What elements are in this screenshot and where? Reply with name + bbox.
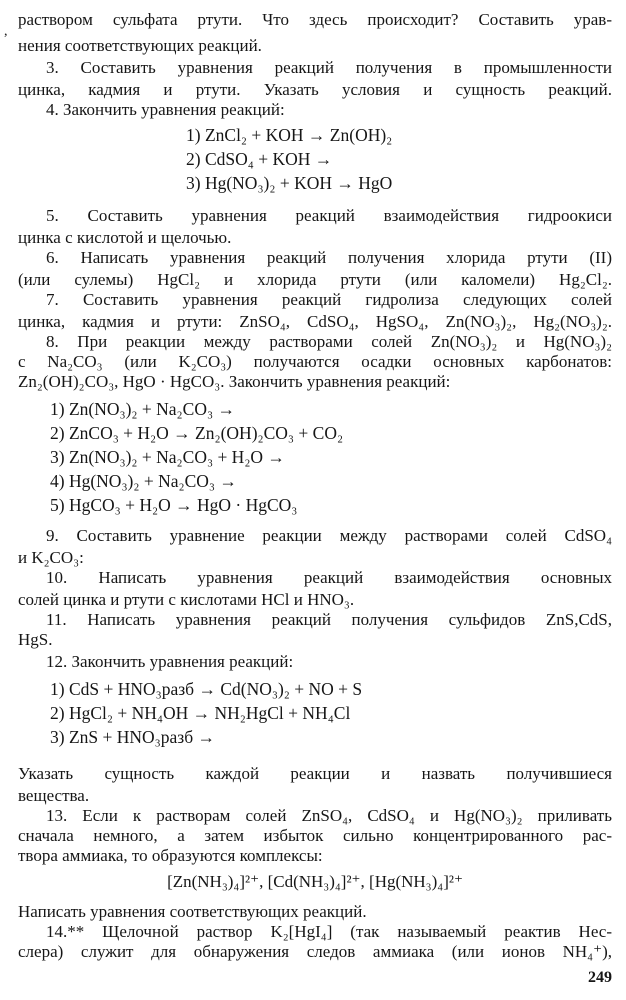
equation: 1) ZnCl₂ + KOH → Zn(OH)₂ xyxy=(186,125,393,145)
text-line: сначала немного, а затем избыток сильно концентрированного рас- xyxy=(18,826,612,845)
text-line: 7. Составить уравнения реакций гидролиза следующих солей xyxy=(46,290,612,309)
equation: 2) ZnCO₃ + H₂O → Zn₂(OH)₂CO₃ + CO₂ xyxy=(50,423,344,443)
text-line: 12. Закончить уравнения реакций: xyxy=(46,652,294,671)
equation: 3) Zn(NO₃)₂ + Na₂CO₃ + H₂O → xyxy=(50,447,285,467)
text-line: раствором сульфата ртути. Что здесь происходит? Составить урав- xyxy=(18,10,612,29)
equation: 5) HgCO₃ + H₂O → HgO · HgCO₃ xyxy=(50,495,298,515)
text-line: вещества. xyxy=(18,786,90,805)
text-line: слера) служит для обнаружения следов аммиака (или ионов NH₄⁺), xyxy=(18,942,612,961)
text-line: (или сулемы) HgCl₂ и хлорида ртути (или каломели) Hg₂Cl₂. xyxy=(18,270,612,289)
equation: 2) CdSO₄ + KOH → xyxy=(186,149,333,169)
text-line: 9. Составить уравнение реакции между растворами солей CdSO₄ xyxy=(46,526,612,545)
margin-mark: , xyxy=(4,24,8,39)
text-line: 13. Если к растворам солей ZnSO₄, CdSO₄ и Hg(NO₃)₂ приливать xyxy=(46,806,612,825)
text-line: твора аммиака, то образуются комплексы: xyxy=(18,846,323,865)
equation: 1) CdS + HNO₃разб → Cd(NO₃)₂ + NO + S xyxy=(50,679,363,699)
equation: 1) Zn(NO₃)₂ + Na₂CO₃ → xyxy=(50,399,235,419)
complexes-line: [Zn(NH₃)₄]²⁺, [Cd(NH₃)₄]²⁺, [Hg(NH₃)₄]²⁺ xyxy=(167,872,463,891)
text-line: 14.** Щелочной раствор K₂[HgI₄] (так называемый реактив Нес- xyxy=(46,922,612,941)
text-line: 4. Закончить уравнения реакций: xyxy=(46,100,285,119)
text-line: 10. Написать уравнения реакций взаимодействия основных xyxy=(46,568,612,587)
text-line: с Na₂CO₃ (или K₂CO₃) получаются осадки основных карбонатов: xyxy=(18,352,612,371)
text-line: цинка, кадмия и ртути: ZnSO₄, CdSO₄, HgSO₄, Zn(NO₃)₂, Hg₂(NO₃)₂. xyxy=(18,312,612,331)
text-line: 3. Составить уравнения реакций получения в промышленности xyxy=(46,58,612,77)
text-line: 5. Составить уравнения реакций взаимодействия гидроокиси xyxy=(46,206,612,225)
text-line: Указать сущность каждой реакции и назвать получившиеся xyxy=(18,764,612,783)
text-line: 11. Написать уравнения реакций получения сульфидов ZnS,CdS, xyxy=(46,610,612,629)
text-line: 8. При реакции между растворами солей Zn(NO₃)₂ и Hg(NO₃)₂ xyxy=(46,332,612,351)
text-line: цинка, кадмия и ртути. Указать условия и сущность реакций. xyxy=(18,80,612,99)
text-line: и K₂CO₃: xyxy=(18,548,84,567)
text-line: цинка с кислотой и щелочью. xyxy=(18,228,232,247)
text-line: солей цинка и ртути с кислотами HCl и HNO₃. xyxy=(18,590,355,609)
text-line: нения соответствующих реакций. xyxy=(18,36,262,55)
equation: 4) Hg(NO₃)₂ + Na₂CO₃ → xyxy=(50,471,237,491)
text-line: Zn₂(OH)₂CO₃, HgO · HgCO₃. Закончить уравнения реакций: xyxy=(18,372,451,391)
equation: 2) HgCl₂ + NH₄OH → NH₂HgCl + NH₄Cl xyxy=(50,703,351,723)
text-line: Написать уравнения соответствующих реакций. xyxy=(18,902,367,921)
text-line: HgS. xyxy=(18,630,53,649)
page-number: 249 xyxy=(588,969,612,986)
equation: 3) ZnS + HNO₃разб → xyxy=(50,727,215,747)
equation: 3) Hg(NO₃)₂ + KOH → HgO xyxy=(186,173,393,193)
text-line: 6. Написать уравнения реакций получения хлорида ртути (II) xyxy=(46,248,612,267)
